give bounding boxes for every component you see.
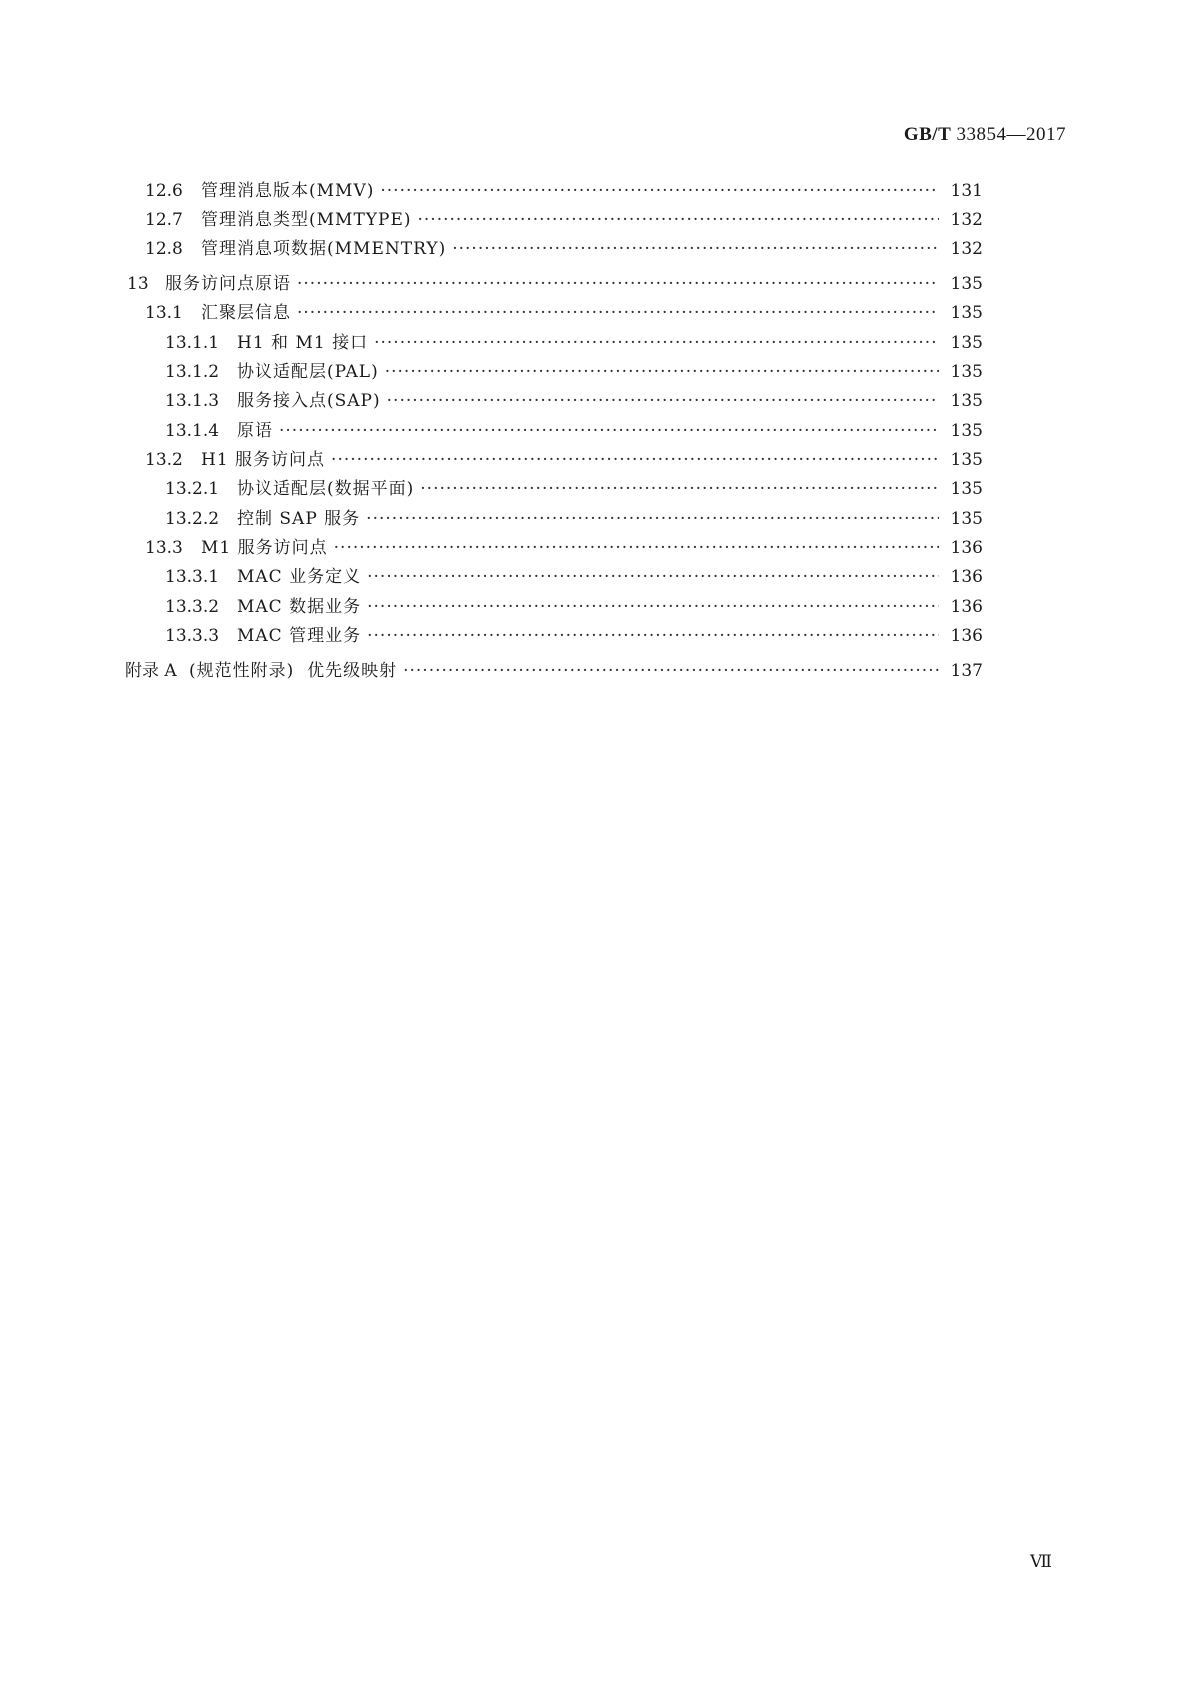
toc-entry-title: 服务接入点(SAP)	[237, 391, 381, 411]
toc-entry-page: 135	[950, 450, 983, 470]
toc-entry[interactable]	[0, 358, 1191, 386]
toc-leader	[334, 534, 939, 562]
toc-entry-number: 13.3.1	[165, 567, 220, 587]
toc-leader	[366, 505, 939, 533]
toc-entry[interactable]	[0, 593, 1191, 621]
toc-leader	[403, 657, 939, 685]
toc-entry-number: 13.2	[145, 450, 183, 470]
toc-entry[interactable]	[0, 534, 1191, 562]
toc-entry-number: 13.1.2	[165, 362, 220, 382]
toc-entry-number: 13.1.4	[165, 421, 220, 441]
toc-entry-title: 管理消息类型(MMTYPE)	[201, 210, 412, 230]
toc-entry-number: 12.7	[145, 210, 183, 230]
toc-entry-title: MAC 数据业务	[237, 597, 362, 617]
toc-leader	[380, 177, 939, 205]
toc-entry-page: 136	[950, 597, 983, 617]
toc-entry-page: 135	[950, 274, 983, 294]
toc-entry-number: 13.2.1	[165, 479, 220, 499]
toc-entry-title: 协议适配层(数据平面)	[237, 479, 415, 499]
toc-entry-page: 132	[950, 239, 983, 259]
toc-entry[interactable]	[0, 563, 1191, 591]
toc-entry-number: 12.6	[145, 181, 183, 201]
standard-number: 33854—2017	[956, 124, 1066, 145]
toc-entry-number: 附录 A	[125, 661, 177, 681]
toc-entry-page: 135	[950, 362, 983, 382]
toc-entry[interactable]	[0, 299, 1191, 327]
toc-leader	[385, 358, 939, 386]
toc-entry-number: 13.3.2	[165, 597, 220, 617]
toc-entry-page: 135	[950, 509, 983, 529]
toc-leader	[279, 417, 939, 445]
toc-entry-page: 132	[950, 210, 983, 230]
toc-entry-title: 管理消息项数据(MMENTRY)	[201, 239, 447, 259]
toc-entry-title: MAC 管理业务	[237, 626, 362, 646]
toc-entry[interactable]	[0, 417, 1191, 445]
toc-entry[interactable]	[0, 475, 1191, 503]
toc-leader	[297, 299, 939, 327]
toc-entry[interactable]	[0, 206, 1191, 234]
toc-entry-title: (规范性附录) 优先级映射	[189, 661, 398, 681]
toc-entry-number: 13.2.2	[165, 509, 220, 529]
toc-leader	[418, 206, 940, 234]
toc-entry-title: 协议适配层(PAL)	[237, 362, 379, 382]
standard-code: GB/T	[903, 124, 952, 145]
toc-entry-title: M1 服务访问点	[201, 538, 328, 558]
toc-entry-page: 136	[950, 538, 983, 558]
toc-entry-number: 13.3.3	[165, 626, 220, 646]
toc-entry[interactable]	[0, 270, 1191, 298]
toc-leader	[374, 329, 939, 357]
toc-leader	[452, 235, 939, 263]
toc-entry-page: 135	[950, 421, 983, 441]
toc-entry-number: 12.8	[145, 239, 183, 259]
toc-entry-number: 13	[127, 274, 149, 294]
toc-entry-page: 131	[950, 181, 983, 201]
toc-entry-title: 服务访问点原语	[165, 274, 291, 294]
toc-entry[interactable]	[0, 387, 1191, 415]
toc-entry-title: 汇聚层信息	[201, 303, 291, 323]
toc-entry-title: H1 服务访问点	[201, 450, 326, 470]
toc-leader	[367, 622, 939, 650]
toc-entry-title: 管理消息版本(MMV)	[201, 181, 375, 201]
toc-entry-page: 135	[950, 303, 983, 323]
toc-entry-title: 原语	[237, 421, 273, 441]
toc-entry-number: 13.1.1	[165, 333, 220, 353]
toc-leader	[367, 593, 939, 621]
toc-leader	[420, 475, 939, 503]
page-folio: Ⅶ	[1030, 1552, 1052, 1571]
toc-entry-page: 135	[950, 391, 983, 411]
toc-entry-page: 137	[950, 661, 983, 681]
toc-entry-number: 13.1	[145, 303, 183, 323]
toc-entry-page: 136	[950, 626, 983, 646]
toc-entry[interactable]	[0, 657, 1191, 685]
toc-leader	[297, 270, 939, 298]
standard-header	[904, 124, 1066, 146]
toc-entry[interactable]	[0, 177, 1191, 205]
toc-entry[interactable]	[0, 235, 1191, 263]
toc-entry[interactable]	[0, 329, 1191, 357]
toc-entry-title: H1 和 M1 接口	[237, 333, 369, 353]
toc-entry-number: 13.1.3	[165, 391, 220, 411]
toc-entry-page: 135	[950, 333, 983, 353]
toc-entry[interactable]	[0, 622, 1191, 650]
toc-entry-title: MAC 业务定义	[237, 567, 362, 587]
toc-entry[interactable]	[0, 505, 1191, 533]
toc-leader	[387, 387, 939, 415]
toc-entry-page: 136	[950, 567, 983, 587]
toc-leader	[367, 563, 939, 591]
toc-leader	[331, 446, 939, 474]
toc-entry-number: 13.3	[145, 538, 183, 558]
toc-entry-title: 控制 SAP 服务	[237, 509, 361, 529]
toc-entry[interactable]	[0, 446, 1191, 474]
toc-entry-page: 135	[950, 479, 983, 499]
